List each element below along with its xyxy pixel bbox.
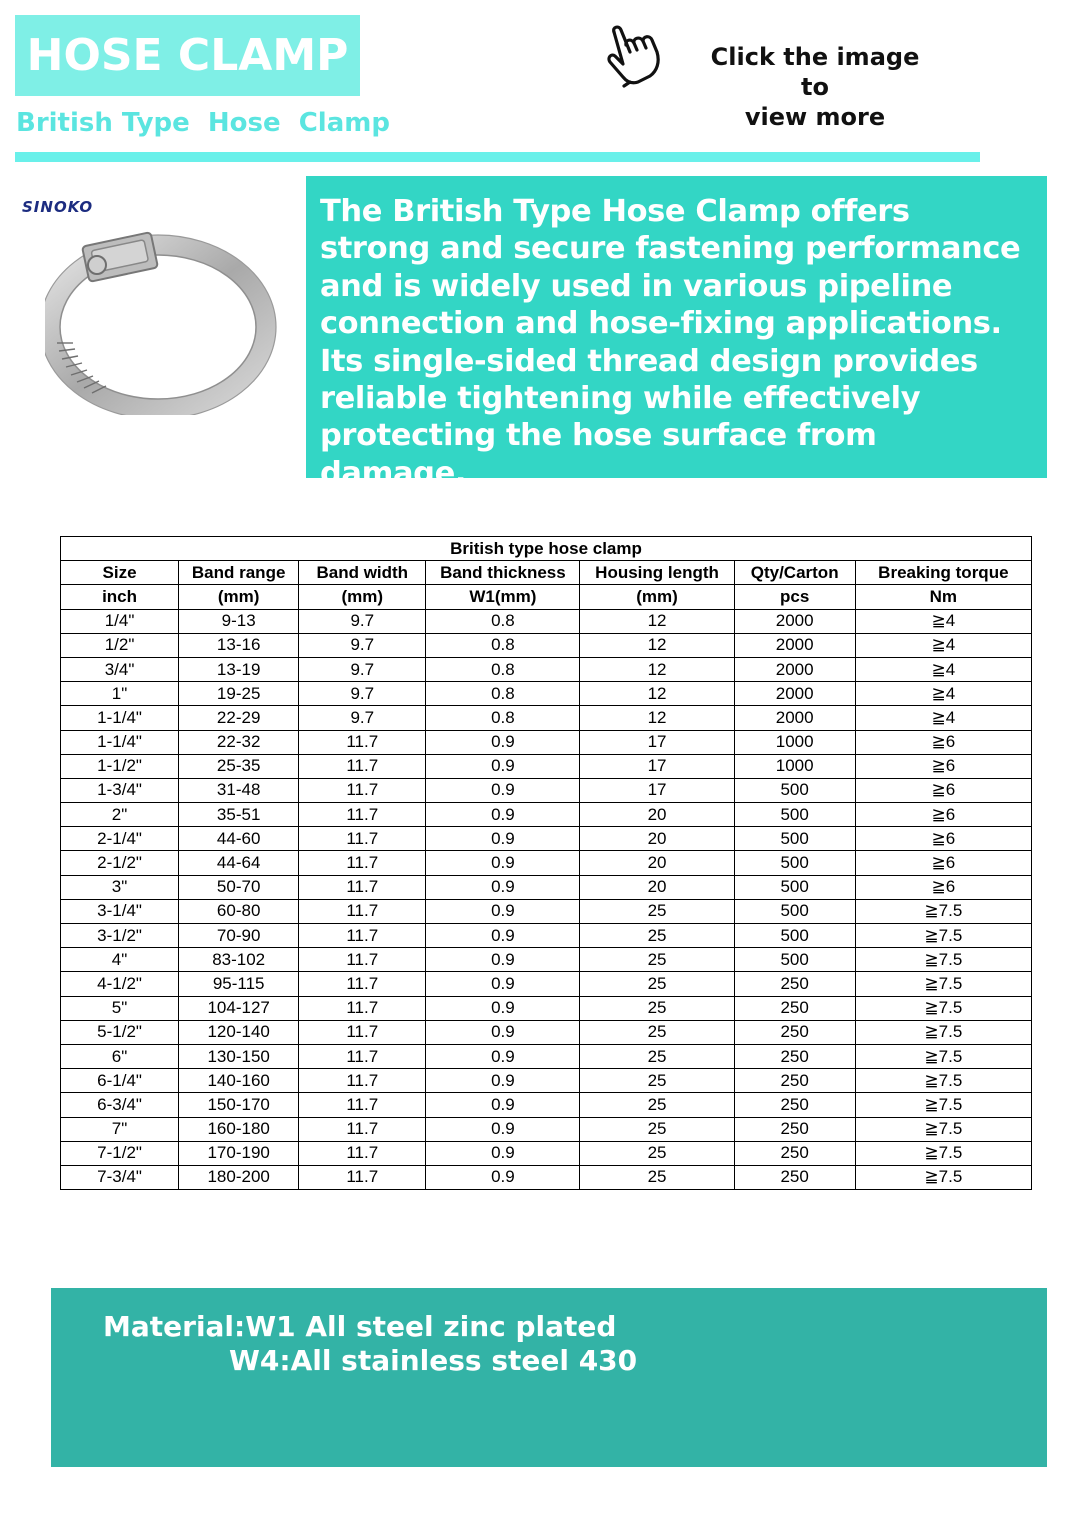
cell-breaking-torque: ≧7.5 xyxy=(855,899,1031,923)
cell-housing-length: 12 xyxy=(580,682,734,706)
material-panel xyxy=(51,1288,1047,1467)
cell-housing-length: 25 xyxy=(580,1165,734,1189)
cell-band-thickness: 0.9 xyxy=(426,1093,580,1117)
cell-band-width: 11.7 xyxy=(299,754,426,778)
cell-size: 3-1/4" xyxy=(61,899,179,923)
table-row xyxy=(61,1044,1032,1068)
cell-band-thickness: 0.9 xyxy=(426,827,580,851)
cell-band-width: 11.7 xyxy=(299,924,426,948)
cell-band-range: 170-190 xyxy=(179,1141,299,1165)
cell-qty-carton: 500 xyxy=(734,803,855,827)
cell-band-range: 180-200 xyxy=(179,1165,299,1189)
cell-qty-carton: 500 xyxy=(734,851,855,875)
cell-band-thickness: 0.8 xyxy=(426,657,580,681)
cell-size: 2" xyxy=(61,803,179,827)
cell-breaking-torque: ≧4 xyxy=(855,706,1031,730)
cell-band-width: 9.7 xyxy=(299,609,426,633)
cell-band-width: 11.7 xyxy=(299,1165,426,1189)
cell-housing-length: 20 xyxy=(580,827,734,851)
cell-band-range: 150-170 xyxy=(179,1093,299,1117)
cell-band-width: 11.7 xyxy=(299,1020,426,1044)
cell-size: 3" xyxy=(61,875,179,899)
material-line-2: W4:All stainless steel 430 xyxy=(229,1344,638,1377)
cell-qty-carton: 2000 xyxy=(734,657,855,681)
cell-housing-length: 25 xyxy=(580,948,734,972)
cell-band-thickness: 0.9 xyxy=(426,1069,580,1093)
cell-size: 2-1/2" xyxy=(61,851,179,875)
cell-band-width: 9.7 xyxy=(299,633,426,657)
table-row xyxy=(61,609,1032,633)
table-row xyxy=(61,972,1032,996)
description-text: The British Type Hose Clamp offers strong and secure fastening performance and is widely used in various pipeline connection and hose-fixing applications. Its single-sided thread design provides reliable tightening while effectively protecting the hose surface from damage. xyxy=(320,194,1021,491)
cell-size: 1-1/4" xyxy=(61,706,179,730)
table-row xyxy=(61,730,1032,754)
table-row xyxy=(61,851,1032,875)
cell-band-width: 11.7 xyxy=(299,972,426,996)
cell-qty-carton: 250 xyxy=(734,996,855,1020)
col-unit-band-range: (mm) xyxy=(179,585,299,609)
cell-size: 4-1/2" xyxy=(61,972,179,996)
hose-clamp-image[interactable] xyxy=(45,225,285,415)
cell-band-range: 83-102 xyxy=(179,948,299,972)
table-row xyxy=(61,803,1032,827)
cell-band-thickness: 0.9 xyxy=(426,803,580,827)
cell-band-thickness: 0.8 xyxy=(426,609,580,633)
cell-band-width: 11.7 xyxy=(299,1044,426,1068)
description-panel xyxy=(306,176,1047,491)
material-line-1: Material:W1 All steel zinc plated xyxy=(103,1310,617,1343)
cell-qty-carton: 500 xyxy=(734,899,855,923)
cell-size: 7" xyxy=(61,1117,179,1141)
table-row xyxy=(61,1165,1032,1189)
table-row xyxy=(61,1093,1032,1117)
cell-band-thickness: 0.8 xyxy=(426,633,580,657)
cell-size: 7-1/2" xyxy=(61,1141,179,1165)
cell-housing-length: 25 xyxy=(580,899,734,923)
cell-band-width: 11.7 xyxy=(299,778,426,802)
cell-breaking-torque: ≧7.5 xyxy=(855,1069,1031,1093)
cell-housing-length: 25 xyxy=(580,1044,734,1068)
cell-breaking-torque: ≧7.5 xyxy=(855,948,1031,972)
table-row xyxy=(61,682,1032,706)
cell-housing-length: 20 xyxy=(580,803,734,827)
cell-housing-length: 17 xyxy=(580,730,734,754)
cell-size: 7-3/4" xyxy=(61,1165,179,1189)
col-header-band-width: Band width xyxy=(299,561,426,585)
cell-size: 3/4" xyxy=(61,657,179,681)
cell-qty-carton: 500 xyxy=(734,875,855,899)
cell-band-range: 19-25 xyxy=(179,682,299,706)
cell-band-width: 11.7 xyxy=(299,1141,426,1165)
cell-band-width: 11.7 xyxy=(299,1069,426,1093)
cell-band-range: 9-13 xyxy=(179,609,299,633)
col-header-qty-carton: Qty/Carton xyxy=(734,561,855,585)
cell-size: 2-1/4" xyxy=(61,827,179,851)
cell-band-thickness: 0.9 xyxy=(426,875,580,899)
table-row xyxy=(61,827,1032,851)
cell-qty-carton: 2000 xyxy=(734,633,855,657)
cell-housing-length: 25 xyxy=(580,1093,734,1117)
cell-qty-carton: 250 xyxy=(734,1069,855,1093)
cell-band-width: 11.7 xyxy=(299,996,426,1020)
col-unit-band-thickness: W1(mm) xyxy=(426,585,580,609)
col-header-housing-length: Housing length xyxy=(580,561,734,585)
cell-housing-length: 25 xyxy=(580,1069,734,1093)
cell-breaking-torque: ≧7.5 xyxy=(855,1141,1031,1165)
table-row xyxy=(61,778,1032,802)
cell-band-range: 70-90 xyxy=(179,924,299,948)
cell-size: 4" xyxy=(61,948,179,972)
cell-band-range: 160-180 xyxy=(179,1117,299,1141)
col-unit-band-width: (mm) xyxy=(299,585,426,609)
cell-housing-length: 12 xyxy=(580,657,734,681)
table-row xyxy=(61,657,1032,681)
cell-band-thickness: 0.9 xyxy=(426,948,580,972)
cell-qty-carton: 1000 xyxy=(734,730,855,754)
cell-band-width: 11.7 xyxy=(299,899,426,923)
cell-breaking-torque: ≧7.5 xyxy=(855,1093,1031,1117)
cell-housing-length: 12 xyxy=(580,633,734,657)
cell-band-thickness: 0.9 xyxy=(426,924,580,948)
cell-band-width: 11.7 xyxy=(299,803,426,827)
cell-band-thickness: 0.9 xyxy=(426,754,580,778)
cell-breaking-torque: ≧7.5 xyxy=(855,1020,1031,1044)
cell-housing-length: 25 xyxy=(580,924,734,948)
cell-breaking-torque: ≧7.5 xyxy=(855,996,1031,1020)
cell-band-width: 11.7 xyxy=(299,875,426,899)
cell-qty-carton: 250 xyxy=(734,1141,855,1165)
click-hint-line1: Click the image to xyxy=(710,43,920,101)
cell-breaking-torque: ≧7.5 xyxy=(855,972,1031,996)
cell-breaking-torque: ≧6 xyxy=(855,875,1031,899)
cell-band-range: 22-29 xyxy=(179,706,299,730)
cell-band-range: 25-35 xyxy=(179,754,299,778)
table-caption: British type hose clamp xyxy=(61,537,1032,561)
cell-band-thickness: 0.9 xyxy=(426,899,580,923)
cell-breaking-torque: ≧7.5 xyxy=(855,1165,1031,1189)
cell-band-thickness: 0.9 xyxy=(426,1044,580,1068)
cell-size: 1" xyxy=(61,682,179,706)
cell-qty-carton: 500 xyxy=(734,827,855,851)
cell-band-thickness: 0.8 xyxy=(426,682,580,706)
cell-breaking-torque: ≧4 xyxy=(855,609,1031,633)
table-row xyxy=(61,899,1032,923)
col-unit-breaking-torque: Nm xyxy=(855,585,1031,609)
table-row xyxy=(61,924,1032,948)
cell-band-width: 11.7 xyxy=(299,1093,426,1117)
cell-housing-length: 12 xyxy=(580,609,734,633)
cell-band-width: 9.7 xyxy=(299,706,426,730)
cell-band-thickness: 0.9 xyxy=(426,1117,580,1141)
cell-breaking-torque: ≧6 xyxy=(855,754,1031,778)
cell-band-width: 11.7 xyxy=(299,827,426,851)
spec-table xyxy=(60,536,1032,1190)
col-header-size: Size xyxy=(61,561,179,585)
col-unit-size: inch xyxy=(61,585,179,609)
cell-housing-length: 17 xyxy=(580,754,734,778)
cell-breaking-torque: ≧6 xyxy=(855,803,1031,827)
cell-size: 5" xyxy=(61,996,179,1020)
cell-qty-carton: 250 xyxy=(734,1093,855,1117)
cell-housing-length: 25 xyxy=(580,996,734,1020)
cell-housing-length: 17 xyxy=(580,778,734,802)
cell-band-range: 22-32 xyxy=(179,730,299,754)
cell-housing-length: 25 xyxy=(580,972,734,996)
cell-band-range: 35-51 xyxy=(179,803,299,827)
table-header-row xyxy=(61,561,1032,585)
col-unit-housing-length: (mm) xyxy=(580,585,734,609)
cell-band-width: 11.7 xyxy=(299,730,426,754)
cell-band-thickness: 0.9 xyxy=(426,778,580,802)
cell-band-thickness: 0.9 xyxy=(426,730,580,754)
cell-size: 6" xyxy=(61,1044,179,1068)
cell-band-range: 44-64 xyxy=(179,851,299,875)
cell-qty-carton: 2000 xyxy=(734,706,855,730)
cell-size: 1-3/4" xyxy=(61,778,179,802)
click-hint[interactable] xyxy=(695,42,935,132)
cell-size: 6-1/4" xyxy=(61,1069,179,1093)
cell-band-width: 11.7 xyxy=(299,851,426,875)
cell-housing-length: 25 xyxy=(580,1020,734,1044)
cell-qty-carton: 1000 xyxy=(734,754,855,778)
cell-band-range: 44-60 xyxy=(179,827,299,851)
cell-band-width: 11.7 xyxy=(299,1117,426,1141)
cell-band-thickness: 0.9 xyxy=(426,1020,580,1044)
cell-size: 3-1/2" xyxy=(61,924,179,948)
cell-qty-carton: 250 xyxy=(734,1165,855,1189)
table-row xyxy=(61,633,1032,657)
subtitle: British Type Hose Clamp xyxy=(16,108,390,138)
cell-qty-carton: 250 xyxy=(734,1117,855,1141)
cell-band-thickness: 0.9 xyxy=(426,851,580,875)
cell-band-range: 60-80 xyxy=(179,899,299,923)
spec-table-body xyxy=(61,609,1032,1190)
cell-breaking-torque: ≧6 xyxy=(855,851,1031,875)
page-title-text: HOSE CLAMP xyxy=(26,30,349,81)
cell-housing-length: 20 xyxy=(580,875,734,899)
header-divider xyxy=(15,152,980,162)
table-caption-row xyxy=(61,537,1032,561)
cell-breaking-torque: ≧6 xyxy=(855,778,1031,802)
page-title xyxy=(15,15,360,96)
table-row xyxy=(61,948,1032,972)
cell-breaking-torque: ≧4 xyxy=(855,682,1031,706)
cell-qty-carton: 250 xyxy=(734,1020,855,1044)
cell-size: 1-1/4" xyxy=(61,730,179,754)
cell-size: 1-1/2" xyxy=(61,754,179,778)
cell-band-range: 13-16 xyxy=(179,633,299,657)
cell-size: 1/2" xyxy=(61,633,179,657)
cell-band-width: 11.7 xyxy=(299,948,426,972)
cell-band-thickness: 0.9 xyxy=(426,1165,580,1189)
cell-size: 5-1/2" xyxy=(61,1020,179,1044)
cell-breaking-torque: ≧7.5 xyxy=(855,1044,1031,1068)
cell-band-thickness: 0.9 xyxy=(426,996,580,1020)
col-header-breaking-torque: Breaking torque xyxy=(855,561,1031,585)
cell-band-width: 9.7 xyxy=(299,682,426,706)
brand-logo: SINOKO xyxy=(22,198,94,216)
table-row xyxy=(61,706,1032,730)
cell-breaking-torque: ≧7.5 xyxy=(855,1117,1031,1141)
cell-breaking-torque: ≧6 xyxy=(855,827,1031,851)
cell-qty-carton: 250 xyxy=(734,1044,855,1068)
cell-breaking-torque: ≧7.5 xyxy=(855,924,1031,948)
cell-band-range: 140-160 xyxy=(179,1069,299,1093)
cell-breaking-torque: ≧4 xyxy=(855,657,1031,681)
cell-housing-length: 12 xyxy=(580,706,734,730)
cell-qty-carton: 2000 xyxy=(734,609,855,633)
cell-band-range: 104-127 xyxy=(179,996,299,1020)
cell-band-range: 31-48 xyxy=(179,778,299,802)
cell-breaking-torque: ≧4 xyxy=(855,633,1031,657)
cell-housing-length: 25 xyxy=(580,1141,734,1165)
table-row xyxy=(61,875,1032,899)
table-row xyxy=(61,1020,1032,1044)
cell-band-thickness: 0.9 xyxy=(426,972,580,996)
cell-band-thickness: 0.8 xyxy=(426,706,580,730)
cell-housing-length: 25 xyxy=(580,1117,734,1141)
pointing-hand-icon[interactable] xyxy=(600,22,672,88)
cell-qty-carton: 2000 xyxy=(734,682,855,706)
cell-band-range: 50-70 xyxy=(179,875,299,899)
cell-qty-carton: 500 xyxy=(734,778,855,802)
col-header-band-range: Band range xyxy=(179,561,299,585)
cell-band-range: 120-140 xyxy=(179,1020,299,1044)
col-unit-qty-carton: pcs xyxy=(734,585,855,609)
cell-band-thickness: 0.9 xyxy=(426,1141,580,1165)
cell-housing-length: 20 xyxy=(580,851,734,875)
cell-size: 1/4" xyxy=(61,609,179,633)
table-row xyxy=(61,1141,1032,1165)
cell-band-range: 130-150 xyxy=(179,1044,299,1068)
table-row xyxy=(61,1069,1032,1093)
table-row xyxy=(61,1117,1032,1141)
cell-band-range: 13-19 xyxy=(179,657,299,681)
cell-breaking-torque: ≧6 xyxy=(855,730,1031,754)
cell-band-width: 9.7 xyxy=(299,657,426,681)
cell-band-range: 95-115 xyxy=(179,972,299,996)
col-header-band-thickness: Band thickness xyxy=(426,561,580,585)
cell-size: 6-3/4" xyxy=(61,1093,179,1117)
table-row xyxy=(61,754,1032,778)
cell-qty-carton: 500 xyxy=(734,948,855,972)
cell-qty-carton: 500 xyxy=(734,924,855,948)
click-hint-line2: view more xyxy=(744,103,886,131)
cell-qty-carton: 250 xyxy=(734,972,855,996)
table-row xyxy=(61,996,1032,1020)
table-units-row xyxy=(61,585,1032,609)
